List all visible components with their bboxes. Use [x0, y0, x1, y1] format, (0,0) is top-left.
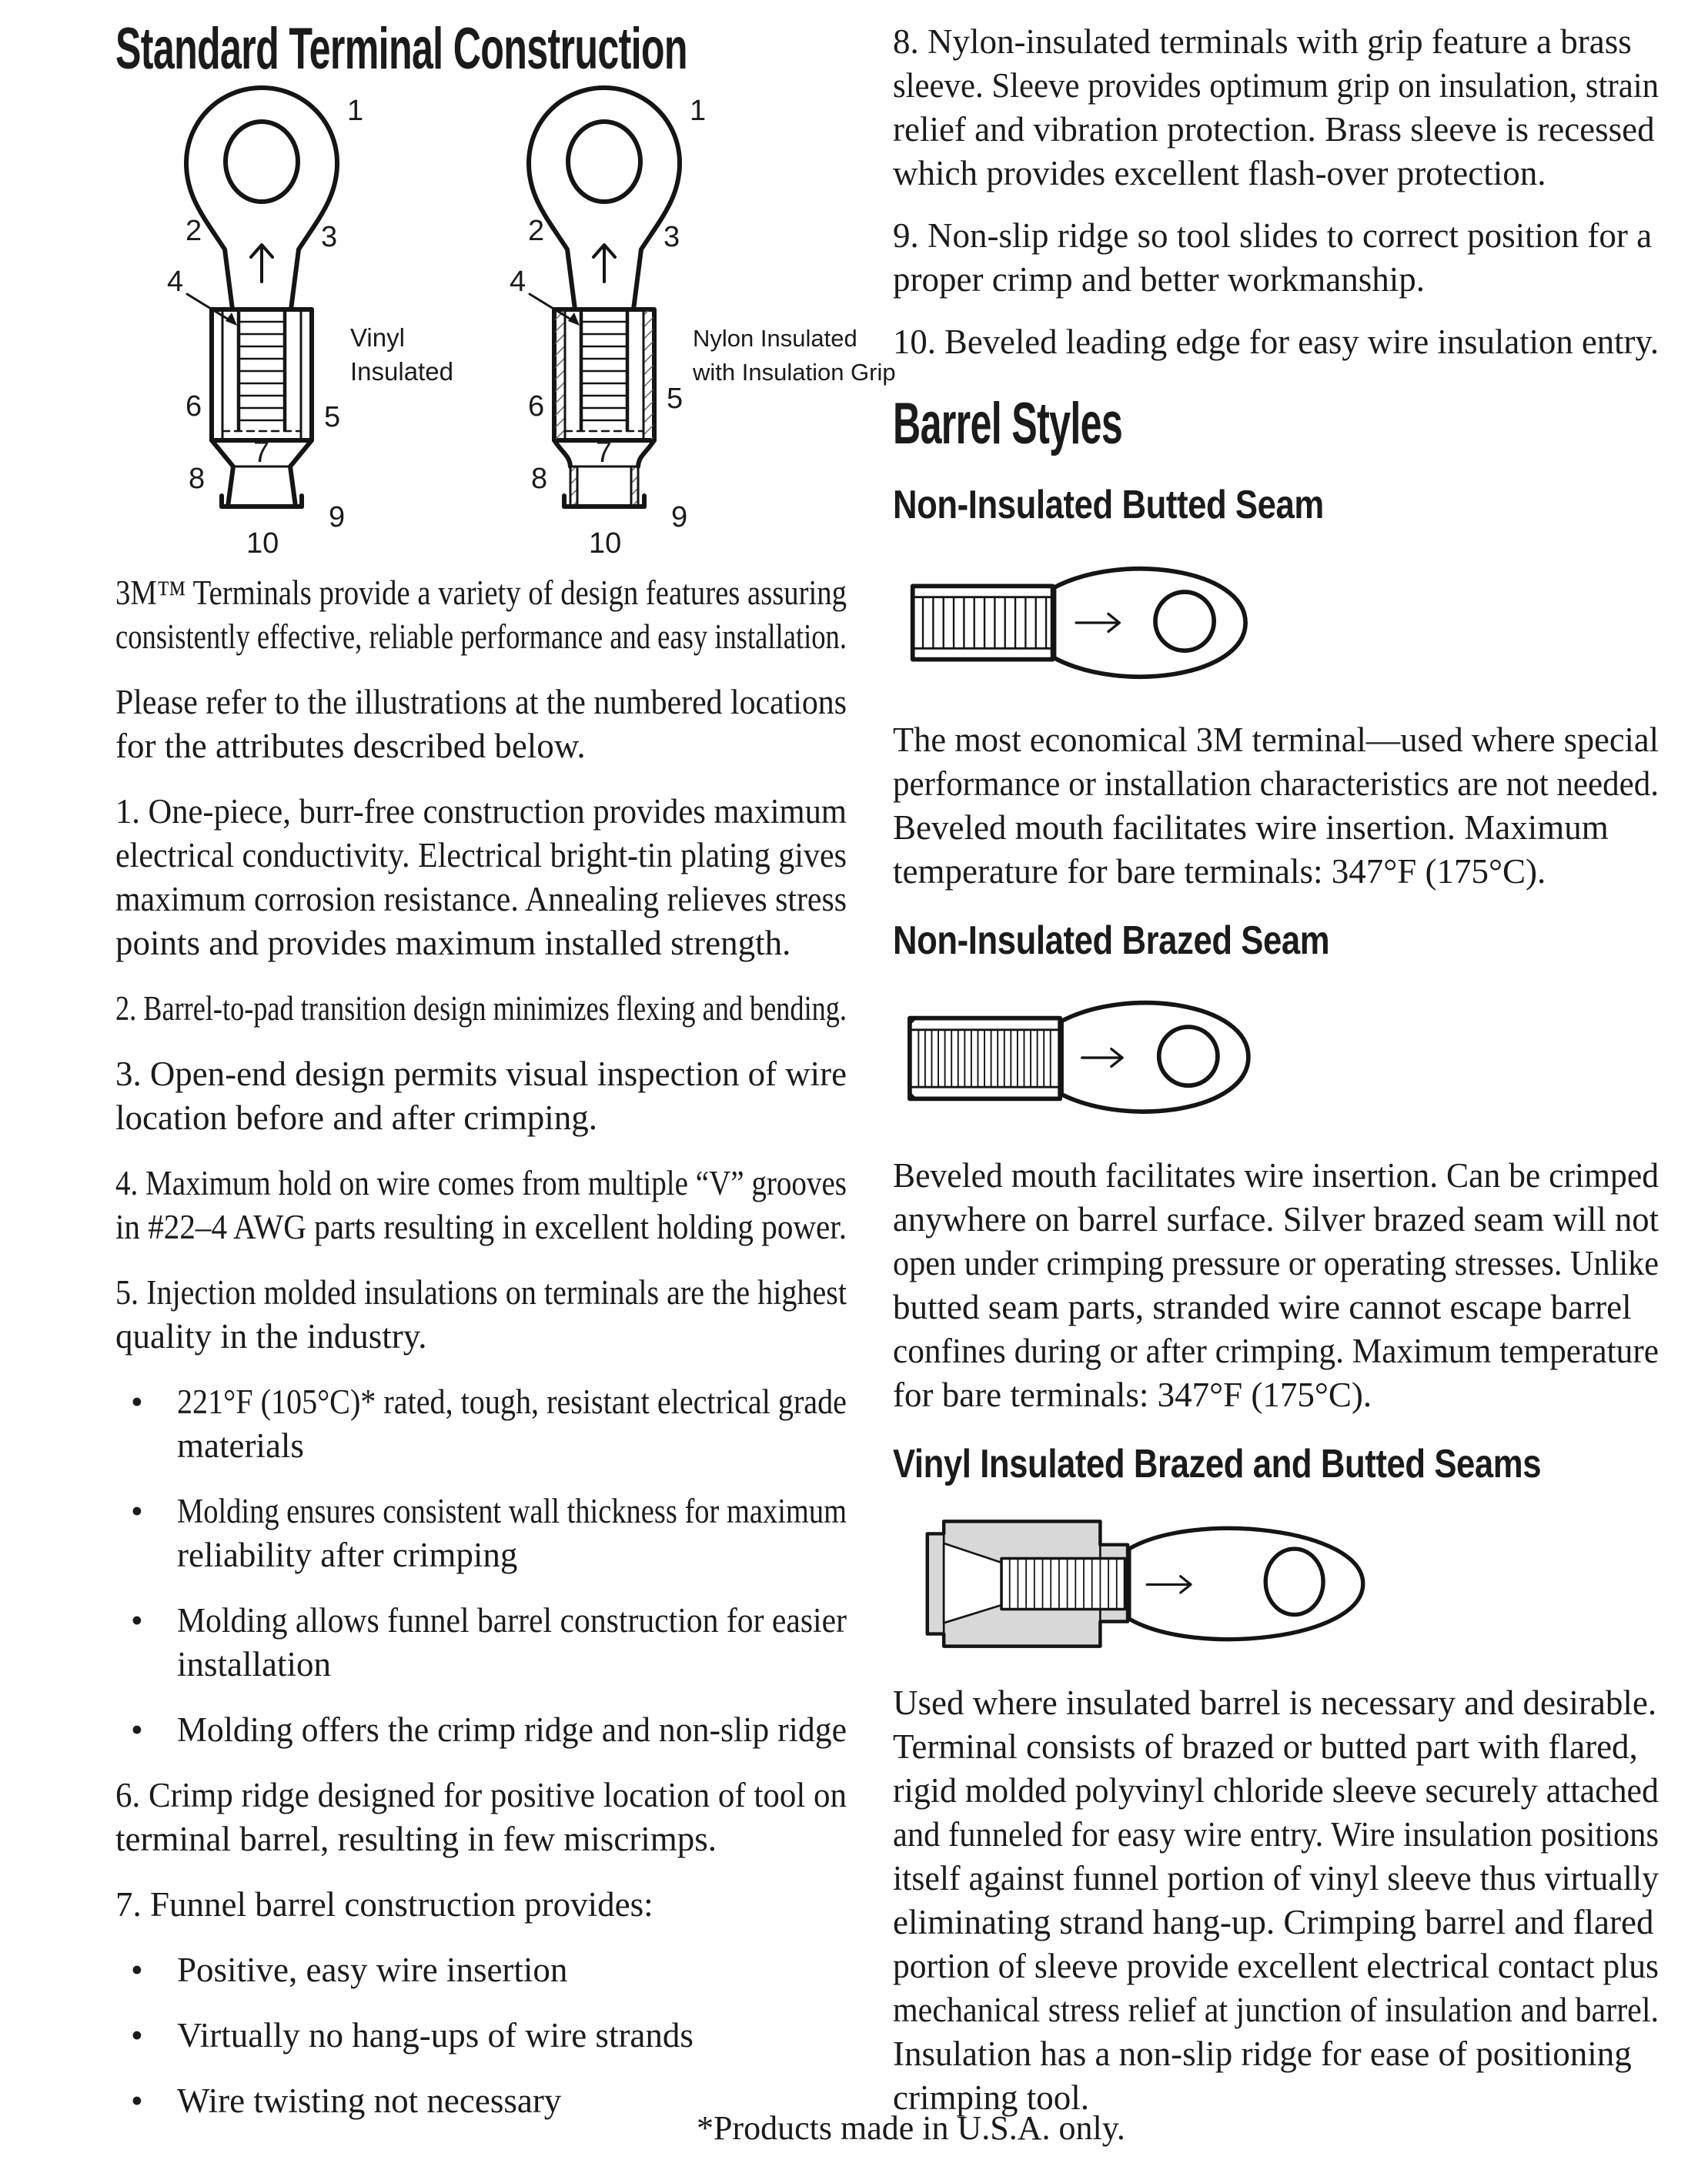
- callout-1: 1: [690, 95, 707, 127]
- butted-seam-terminal-diagram: [893, 546, 1293, 700]
- nylon-insulated-label-line2: with Insulation Grip: [693, 359, 896, 386]
- feature-2-paragraph: 2. Barrel-to-pad transition design minimizes flexing and bending.: [115, 989, 847, 1028]
- feature-1-paragraph: 1. One-piece, burr-free construction provides maximum electrical conductivity. Electrical bright-tin plating gives maximum corrosion resistance. Annealing relieves stress points and provides maximum installed strength.: [115, 792, 847, 962]
- feature-6-paragraph: 6. Crimp ridge designed for positive location of tool on terminal barrel, resulting in few miscrimps.: [115, 1776, 847, 1858]
- right-column: [893, 20, 1659, 2120]
- feature-3-paragraph: 3. Open-end design permits visual inspection of wire location before and after crimping.: [115, 1055, 847, 1137]
- nylon-insulated-label-line1: Nylon Insulated: [693, 325, 857, 352]
- bullet-icon: •: [131, 1710, 143, 1749]
- feature-10-paragraph: 10. Beveled leading edge for easy wire insulation entry.: [893, 323, 1659, 361]
- page-title: Standard Terminal Construction: [115, 16, 687, 82]
- callout-4: 4: [167, 266, 184, 298]
- bullet-materials: • 221°F (105°C)* rated, tough, resistant electrical grade materials: [115, 1380, 847, 1468]
- vinyl-insulated-label-line2: Insulated: [350, 357, 453, 386]
- feature-7-paragraph: 7. Funnel barrel construction provides:: [115, 1885, 653, 1924]
- callout-10: 10: [589, 527, 622, 558]
- left-column: [115, 571, 847, 2123]
- callout-3: 3: [663, 221, 680, 253]
- bullet-icon: •: [131, 1492, 143, 1530]
- brazed-seam-hatch: [918, 1030, 1050, 1087]
- callout-4: 4: [510, 266, 526, 298]
- footnote: *Products made in U.S.A. only.: [697, 2109, 1125, 2147]
- brazed-seam-paragraph: Beveled mouth facilitates wire insertion. Can be crimped anywhere on barrel surface. Silver brazed seam will not open under crimping pressure or operating stresses. Unlike butted seam parts, stranded wire cannot escape barrel confines during or after crimping. Maximum temperature for bare terminals: 347°F (175°C).: [893, 1156, 1659, 1414]
- feature-4-paragraph: 4. Maximum hold on wire comes from multiple “V” grooves in #22–4 AWG parts resulting in excellent holding power.: [115, 1164, 847, 1246]
- bullet-wall-thickness: • Molding ensures consistent wall thickness for maximum reliability after crimping: [115, 1490, 847, 1577]
- vinyl-seams-heading: Vinyl Insulated Brazed and Butted Seams: [893, 1442, 1542, 1486]
- callout-1: 1: [347, 95, 364, 127]
- bullet-icon: •: [131, 1601, 143, 1640]
- vinyl-insulated-seam-terminal-diagram: [893, 1505, 1401, 1663]
- callout-7: 7: [596, 436, 613, 469]
- feature-8-paragraph: 8. Nylon-insulated terminals with grip feature a brass sleeve. Sleeve provides optimum grip on insulation, strain relief and vibration protection. Brass sleeve is recessed which provides excellent flash-over protection.: [893, 22, 1659, 192]
- feature-9-paragraph: 9. Non-slip ridge so tool slides to correct position for a proper crimp and better workmanship.: [893, 216, 1653, 299]
- bullet-icon: •: [131, 1951, 143, 1989]
- callout-8: 8: [189, 463, 206, 495]
- bullet-wire-insertion: • Positive, easy wire insertion: [115, 1948, 847, 1992]
- callout-9: 9: [329, 501, 346, 533]
- callout-5: 5: [324, 401, 341, 433]
- vinyl-seam-paragraph: Used where insulated barrel is necessary and desirable. Terminal consists of brazed or butted part with flared, rigid molded polyvinyl chloride sleeve securely attached and funneled for easy wire entry. Wire insulation positions itself against funnel portion of vinyl sleeve thus virtually eliminating strand hang-up. Crimping barrel and flared portion of sleeve provide excellent electrical contact plus mechanical stress relief at junction of insulation and barrel. Insulation has a non-slip ridge for ease of positioning crimping tool.: [893, 1684, 1659, 2117]
- intro-paragraph: 3M™ Terminals provide a variety of design features assuring consistently effective, reliable performance and easy installation.: [115, 573, 847, 656]
- bullet-icon: •: [131, 2016, 143, 2055]
- callout-10: 10: [246, 527, 279, 558]
- callout-7: 7: [253, 436, 270, 469]
- bullet-icon: •: [131, 1383, 143, 1421]
- nylon-insulated-terminal-diagram: [462, 77, 954, 558]
- refer-paragraph: Please refer to the illustrations at the numbered locations for the attributes described below.: [115, 683, 847, 765]
- callout-8: 8: [531, 463, 548, 495]
- brazed-seam-heading: Non-Insulated Brazed Seam: [893, 918, 1330, 963]
- callout-9: 9: [671, 501, 688, 533]
- butted-seam-heading: Non-Insulated Butted Seam: [893, 483, 1324, 527]
- bullet-no-twisting: • Wire twisting not necessary: [115, 2079, 847, 2123]
- bullet-crimp-ridge: • Molding offers the crimp ridge and non-slip ridge: [115, 1708, 847, 1752]
- callout-2: 2: [528, 215, 545, 247]
- callout-6: 6: [186, 390, 202, 423]
- butted-seam-paragraph: The most economical 3M terminal—used where special performance or installation characteristics are not needed. Beveled mouth facilitates wire insertion. Maximum temperature for bare terminals: 347°F (175°C).: [893, 721, 1659, 891]
- feature-5-paragraph: 5. Injection molded insulations on terminals are the highest quality in the industry.: [115, 1273, 847, 1356]
- bullet-funnel-barrel: • Molding allows funnel barrel construction for easier installation: [115, 1599, 847, 1687]
- callout-2: 2: [186, 215, 202, 247]
- callout-3: 3: [321, 221, 338, 253]
- barrel-styles-heading: Barrel Styles: [893, 391, 1123, 456]
- callout-6: 6: [528, 390, 545, 423]
- callout-5: 5: [667, 383, 684, 415]
- brazed-seam-terminal-diagram: [893, 981, 1293, 1135]
- bullet-no-hangups: • Virtually no hang-ups of wire strands: [115, 2014, 847, 2058]
- vinyl-insulated-label-line1: Vinyl: [350, 323, 405, 352]
- bullet-icon: •: [131, 2081, 143, 2120]
- vinyl-insulated-terminal-diagram: [119, 77, 489, 558]
